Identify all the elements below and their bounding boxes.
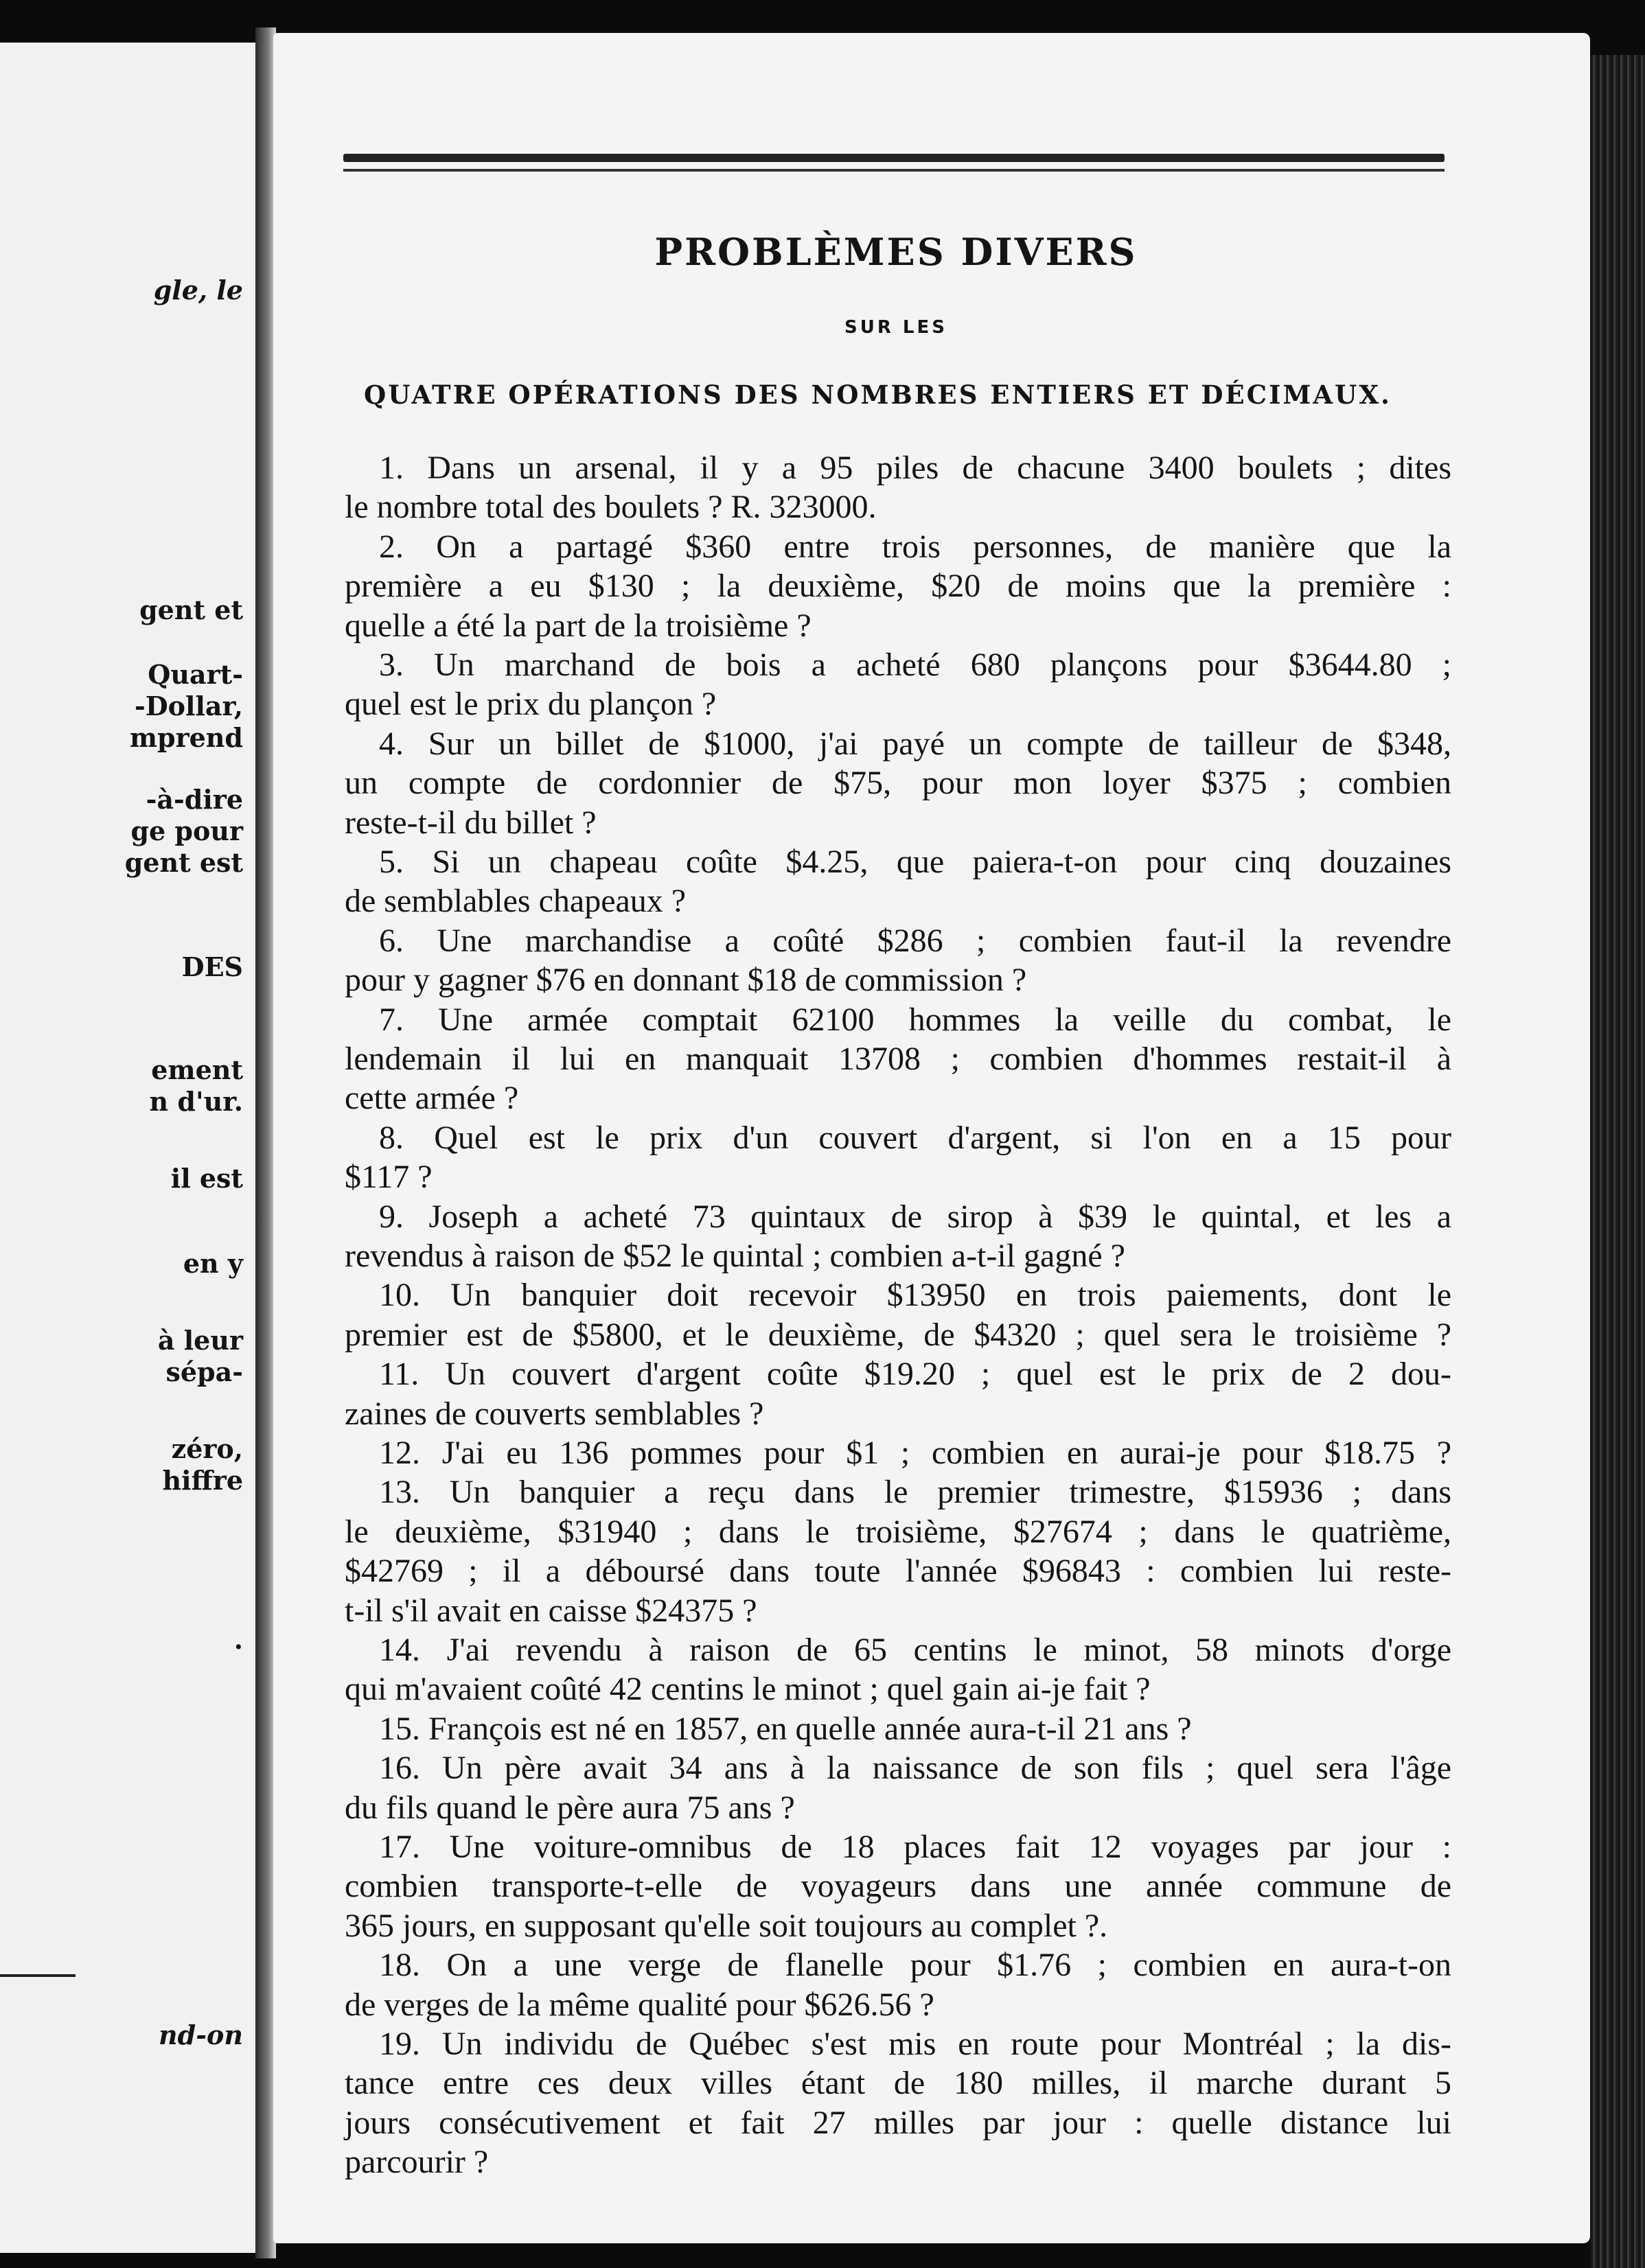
text-line: quel est le prix du plançon ? — [345, 686, 717, 723]
left-page-fragment: zéro, — [171, 1433, 243, 1464]
left-page-fragment: il est — [170, 1163, 243, 1194]
text-line: 10. Un banquier doit recevoir $13950 en trois paiements, dont le — [379, 1277, 1451, 1314]
left-page-fragment: Quart- — [148, 659, 243, 690]
text-line: revendus à raison de $52 le quintal ; combien a-t-il gagné ? — [345, 1238, 1125, 1274]
text-line: 7. Une armée comptait 62100 hommes la veille du combat, le — [379, 1001, 1451, 1038]
text-line: reste-t-il du billet ? — [345, 804, 597, 841]
text-line: le nombre total des boulets ? R. 323000. — [345, 489, 877, 526]
section-heading: QUATRE OPÉRATIONS DES NOMBRES ENTIERS ET DÉCIMAUX. — [364, 380, 1392, 410]
text-line: 14. J'ai revendu à raison de 65 centins le minot, 58 minots d'orge — [379, 1632, 1451, 1668]
text-line: premier est de $5800, et le deuxième, de $4320 ; quel sera le troisième ? — [345, 1316, 1451, 1353]
text-line: le deuxième, $31940 ; dans le troisième, $27674 ; dans le quatrième, — [345, 1513, 1451, 1550]
left-page-fragment: en y — [183, 1248, 243, 1279]
left-page-fragment: -à-dire — [146, 784, 243, 815]
text-line: 365 jours, en supposant qu'elle soit toujours au complet ?. — [345, 1907, 1108, 1944]
left-facing-page — [0, 43, 261, 2253]
text-line: 8. Quel est le prix d'un couvert d'argent, si l'on en a 15 pour — [379, 1119, 1451, 1156]
text-line: 19. Un individu de Québec s'est mis en route pour Montréal ; la dis- — [379, 2026, 1451, 2062]
left-page-fragment: ge pour — [130, 815, 243, 846]
header-rule — [343, 154, 1445, 162]
text-line: de semblables chapeaux ? — [345, 883, 687, 920]
left-page-fragment: n d'ur. — [149, 1086, 243, 1117]
text-line: qui m'avaient coûté 42 centins le minot ; quel gain ai-je fait ? — [345, 1671, 1151, 1708]
text-line: tance entre ces deux villes étant de 180 milles, il marche durant 5 — [345, 2065, 1451, 2102]
left-page-fragment: . — [233, 1624, 243, 1655]
text-line: 2. On a partagé $360 entre trois personnes, de manière que la — [379, 528, 1451, 565]
left-page-fragment: nd-on — [159, 2020, 243, 2050]
text-line: 12. J'ai eu 136 pommes pour $1 ; combien en aurai-je pour $18.75 ? — [379, 1435, 1451, 1471]
text-line: du fils quand le père aura 75 ans ? — [345, 1789, 795, 1826]
text-line: un compte de cordonnier de $75, pour mon loyer $375 ; combien — [345, 765, 1451, 802]
text-line: 5. Si un chapeau coûte $4.25, que paiera-t-on pour cinq douzaines — [379, 844, 1451, 880]
page-title: PROBLÈMES DIVERS — [654, 230, 1138, 274]
text-line: $42769 ; il a déboursé dans toute l'année $96843 : combien lui reste- — [345, 1553, 1451, 1590]
left-page-fragment: gent et — [139, 594, 243, 625]
text-line: 17. Une voiture-omnibus de 18 places fait 12 voyages par jour : — [379, 1829, 1451, 1865]
text-line: $117 ? — [345, 1159, 433, 1196]
left-page-fragment: gent est — [124, 847, 243, 878]
text-line: première a eu $130 ; la deuxième, $20 de moins que la première : — [345, 568, 1451, 605]
text-line: de verges de la même qualité pour $626.56 ? — [345, 1986, 934, 2023]
text-line: combien transporte-t-elle de voyageurs dans une année commune de — [345, 1868, 1451, 1905]
text-line: pour y gagner $76 en donnant $18 de commission ? — [345, 962, 1027, 999]
text-line: lendemain il lui en manquait 13708 ; combien d'hommes restait-il à — [345, 1041, 1451, 1077]
text-line: 6. Une marchandise a coûté $286 ; combien faut-il la revendre — [379, 922, 1451, 959]
text-line: quelle a été la part de la troisième ? — [345, 607, 812, 644]
text-line: jours consécutivement et fait 27 milles par jour : quelle distance lui — [345, 2104, 1451, 2141]
page-edges — [1590, 55, 1645, 2268]
left-page-fragment: à leur — [157, 1325, 243, 1356]
text-line: 18. On a une verge de flanelle pour $1.76 ; combien en aura-t-on — [379, 1947, 1451, 1984]
header-rule-thin — [343, 169, 1445, 172]
text-line: 3. Un marchand de bois a acheté 680 plançons pour $3644.80 ; — [379, 647, 1451, 683]
text-line: parcourir ? — [345, 2144, 489, 2181]
text-line: cette armée ? — [345, 1080, 519, 1117]
left-page-fragment: mprend — [129, 722, 243, 753]
text-line: 9. Joseph a acheté 73 quintaux de sirop à $39 le quintal, et les a — [379, 1198, 1451, 1235]
text-line: 1. Dans un arsenal, il y a 95 piles de chacune 3400 boulets ; dites — [379, 450, 1451, 486]
text-line: 15. François est né en 1857, en quelle année aura-t-il 21 ans ? — [379, 1710, 1192, 1747]
left-page-fragment: -Dollar, — [134, 691, 243, 721]
text-line: 16. Un père avait 34 ans à la naissance de son fils ; quel sera l'âge — [379, 1750, 1451, 1787]
text-line: 11. Un couvert d'argent coûte $19.20 ; quel est le prix de 2 dou- — [379, 1356, 1451, 1393]
text-line: t-il s'il avait en caisse $24375 ? — [345, 1592, 757, 1629]
left-page-fragment: DES — [181, 951, 243, 982]
text-line: zaines de couverts semblables ? — [345, 1395, 764, 1432]
left-page-rule — [0, 1974, 76, 1977]
text-line: 4. Sur un billet de $1000, j'ai payé un compte de tailleur de $348, — [379, 725, 1451, 762]
text-line: 13. Un banquier a reçu dans le premier trimestre, $15936 ; dans — [379, 1474, 1451, 1511]
left-page-fragment: gle, le — [153, 275, 243, 305]
left-page-fragment: sépa- — [165, 1356, 243, 1387]
left-page-fragment: hiffre — [162, 1465, 243, 1496]
left-page-fragment: ement — [151, 1054, 243, 1085]
page-subtitle: SUR LES — [844, 317, 947, 338]
